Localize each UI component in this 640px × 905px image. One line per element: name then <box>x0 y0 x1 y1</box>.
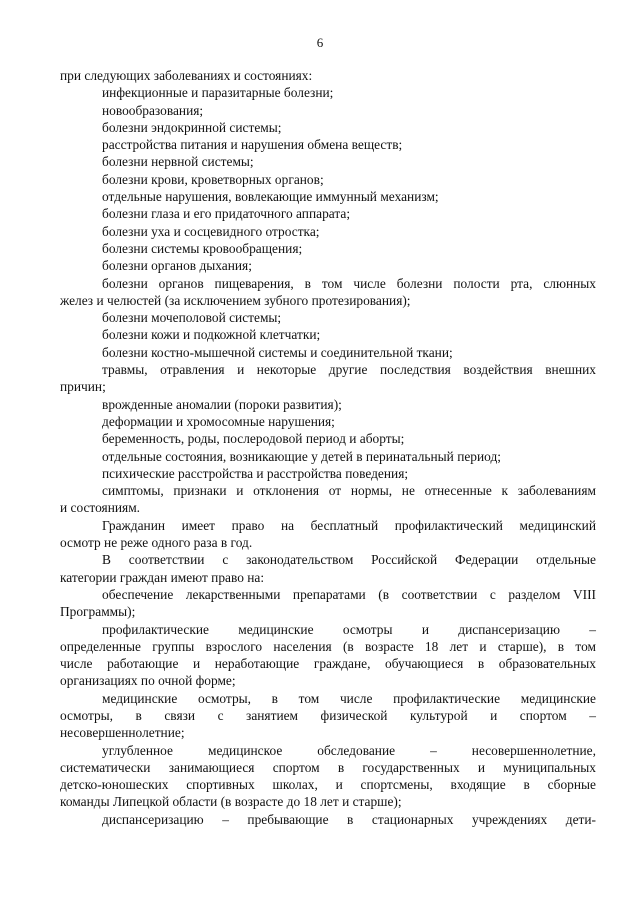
disease-list-2 <box>60 309 596 361</box>
legal-line-2: категории граждан имеют право на: <box>60 569 265 585</box>
dispensary-line-1 <box>60 621 596 638</box>
word: и <box>421 621 429 637</box>
list-item: психические расстройства и расстройства поведения; <box>102 465 409 481</box>
disease-list-1 <box>60 84 596 274</box>
list-item: болезни костно-мышечной системы и соединительной ткани; <box>102 344 453 360</box>
document-body <box>60 67 596 828</box>
last-line: диспансеризацию – пребывающие в стационарных учреждениях дети- <box>102 811 596 827</box>
word: несовершеннолетние, <box>471 742 596 758</box>
word: обследование <box>317 742 396 758</box>
digestive-line-1: болезни органов пищеварения, в том числе болезни полости рта, слюнных <box>102 275 596 291</box>
list-item: новообразования; <box>102 102 204 118</box>
symptoms-line-2: и состояниям. <box>60 500 141 516</box>
list-item: болезни мочеполовой системы; <box>102 310 282 326</box>
word: связи <box>164 707 196 723</box>
in-depth-line-3: детско-юношеских спортивных школах, и спортсмены, входящие в сборные <box>60 777 596 793</box>
trauma-line-2: причин; <box>60 379 106 395</box>
word: осмотры <box>342 621 393 637</box>
word: занятием <box>246 707 299 723</box>
word: углубленное <box>102 742 173 758</box>
list-item: болезни крови, кроветворных органов; <box>102 171 324 187</box>
disease-list-3 <box>60 396 596 482</box>
list-item: беременность, роды, послеродовой период и аборты; <box>102 431 405 447</box>
trauma-line-1: травмы, отравления и некоторые другие последствия воздействия внешних <box>102 362 596 378</box>
list-item: болезни органов дыхания; <box>102 258 252 274</box>
word: спортом <box>519 707 567 723</box>
list-item: болезни системы кровообращения; <box>102 240 303 256</box>
dispensary-line-3: числе работающие и неработающие граждане, обучающиеся в образовательных <box>60 656 596 672</box>
word: медицинские <box>238 621 314 637</box>
legal-line-1: В соответствии с законодательством Российской Федерации отдельные <box>102 552 596 568</box>
page-number: 6 <box>316 35 324 50</box>
word: профилактические <box>102 621 209 637</box>
list-item: отдельные нарушения, вовлекающие иммунный механизм; <box>102 189 439 205</box>
list-item: болезни уха и сосцевидного отростка; <box>102 223 320 239</box>
word: – <box>589 707 596 723</box>
list-item: болезни кожи и подкожной клетчатки; <box>102 327 321 343</box>
word: медицинское <box>207 742 283 758</box>
intro-line: при следующих заболеваниях и состояниях: <box>60 68 313 83</box>
dispensary-line-4: организациях по очной форме; <box>60 673 236 689</box>
digestive-line-2: желез и челюстей (за исключением зубного протезирования); <box>60 292 411 308</box>
word: осмотры, <box>60 707 114 723</box>
list-item: врожденные аномалии (пороки развития); <box>102 396 342 412</box>
list-item: болезни нервной системы; <box>102 154 254 170</box>
word: и <box>490 707 498 723</box>
in-depth-line-1 <box>60 742 596 759</box>
list-item: болезни эндокринной системы; <box>102 119 282 135</box>
word: культурой <box>409 707 468 723</box>
checkup-line-1: Гражданин имеет право на бесплатный профилактический медицинский <box>102 517 596 533</box>
list-item: расстройства питания и нарушения обмена веществ; <box>102 137 403 153</box>
sport-checkups-line-1: медицинские осмотры, в том числе профилактические медицинские <box>102 690 596 706</box>
list-item: болезни глаза и его придаточного аппарата; <box>102 206 351 222</box>
word: в <box>135 707 142 723</box>
list-item: инфекционные и паразитарные болезни; <box>102 85 334 101</box>
word: физической <box>320 707 388 723</box>
symptoms-line-1: симптомы, признаки и отклонения от нормы, не отнесенные к заболеваниям <box>102 483 596 499</box>
medicines-line-2: Программы); <box>60 604 136 620</box>
sport-checkups-line-2 <box>60 707 596 724</box>
in-depth-line-2: систематически занимающиеся спортом в государственных и муниципальных <box>60 759 596 775</box>
word: – <box>430 742 437 758</box>
sport-checkups-line-3: несовершеннолетние; <box>60 725 185 741</box>
word: – <box>589 621 596 637</box>
dispensary-line-2: определенные группы взрослого населения (в возрасте 18 лет и старше), в том <box>60 638 596 654</box>
list-item: деформации и хромосомные нарушения; <box>102 413 335 429</box>
in-depth-line-4: команды Липецкой области (в возрасте до 18 лет и старше); <box>60 794 402 810</box>
word: с <box>217 707 224 723</box>
checkup-line-2: осмотр не реже одного раза в год. <box>60 535 253 551</box>
list-item: отдельные состояния, возникающие у детей в перинатальный период; <box>102 448 502 464</box>
medicines-line-1: обеспечение лекарственными препаратами (в соответствии с разделом VIII <box>102 586 596 602</box>
word: диспансеризацию <box>458 621 560 637</box>
